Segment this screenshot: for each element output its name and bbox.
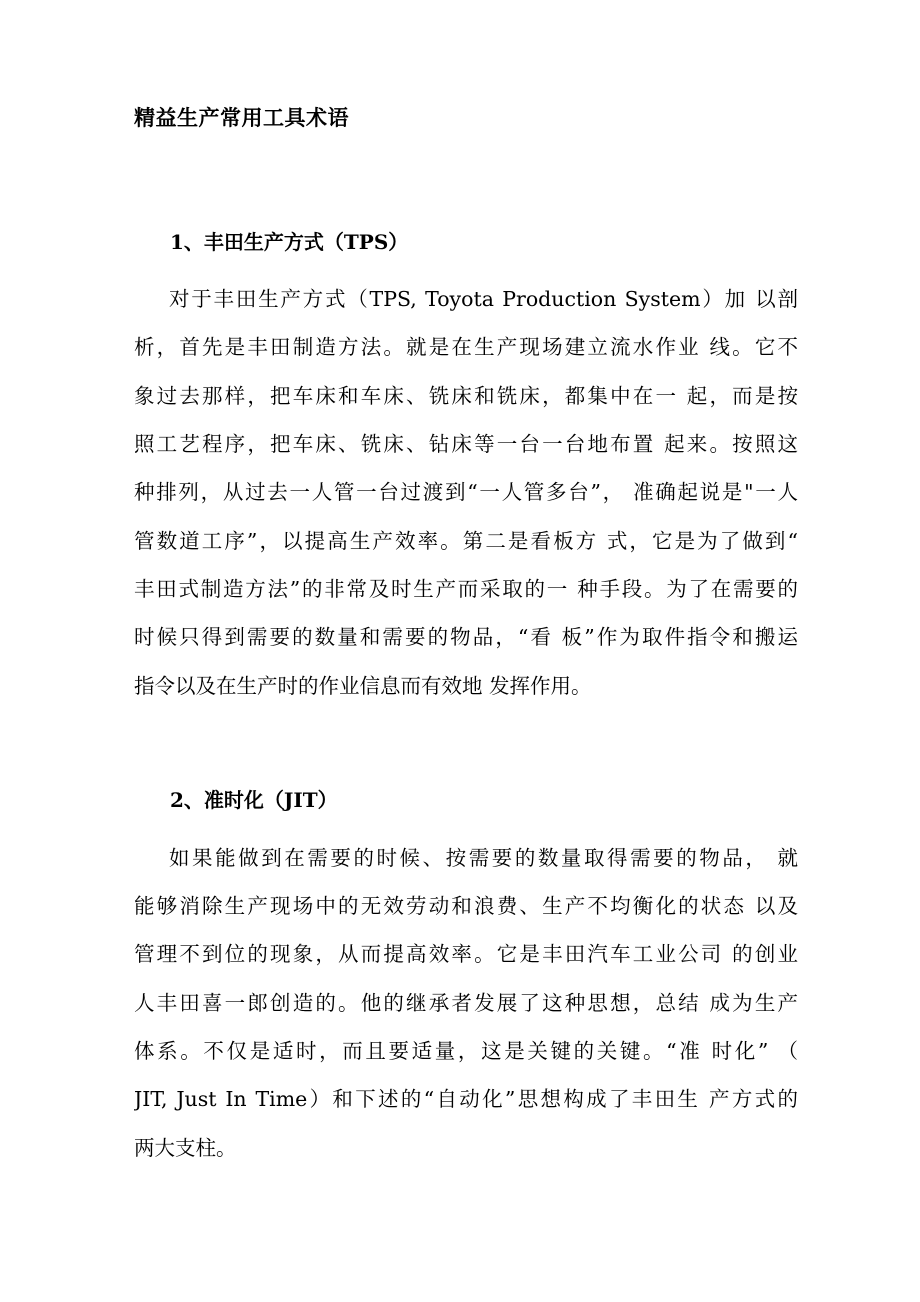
paragraph-line: 指令以及在生产时的作业信息而有效地 发挥作用。 (134, 674, 592, 698)
paragraph-line: 能够消除生产现场中的无效劳动和浪费、生产不均衡化的状态 以及 (134, 894, 798, 918)
paragraph-line: 体系。不仅是适时，而且要适量，这是关键的关键。“准 时化” （ (134, 1039, 798, 1063)
paragraph-line: 丰田式制造方法”的非常及时生产而采取的一 种手段。为了在需要的 (134, 577, 798, 601)
paragraph-line: 管数道工序”，以提高生产效率。第二是看板方 式，它是为了做到“ (134, 529, 798, 553)
paragraph-line: 象过去那样，把车床和车床、铣床和铣床，都集中在一 起，而是按 (134, 384, 798, 408)
paragraph-line: 对于丰田生产方式（TPS, Toyota Production System）加 以剖 (169, 287, 798, 311)
paragraph-line: 时候只得到需要的数量和需要的物品，“看 板”作为取件指令和搬运 (134, 625, 798, 649)
paragraph-line: JIT, Just In Time）和下述的“自动化”思想构成了丰田生 产方式的 (134, 1087, 798, 1111)
paragraph-line: 照工艺程序，把车床、铣床、钻床等一台一台地布置 起来。按照这 (134, 432, 798, 456)
paragraph-line: 管理不到位的现象，从而提高效率。它是丰田汽车工业公司 的创业 (134, 942, 798, 966)
paragraph-line: 种排列，从过去一人管一台过渡到“一人管多台”， 准确起说是"一人 (134, 480, 798, 504)
paragraph-line: 如果能做到在需要的时候、按需要的数量取得需要的物品， 就 (169, 846, 798, 870)
paragraph-line: 人丰田喜一郎创造的。他的继承者发展了这种思想，总结 成为生产 (134, 991, 798, 1015)
section-heading-jit: 2、准时化（JIT） (170, 788, 338, 812)
document-title: 精益生产常用工具术语 (134, 105, 349, 130)
paragraph-line: 析，首先是丰田制造方法。就是在生产现场建立流水作业 线。它不 (134, 335, 798, 359)
paragraph-line: 两大支柱。 (134, 1136, 237, 1160)
section-heading-tps: 1、丰田生产方式（TPS） (170, 230, 409, 254)
